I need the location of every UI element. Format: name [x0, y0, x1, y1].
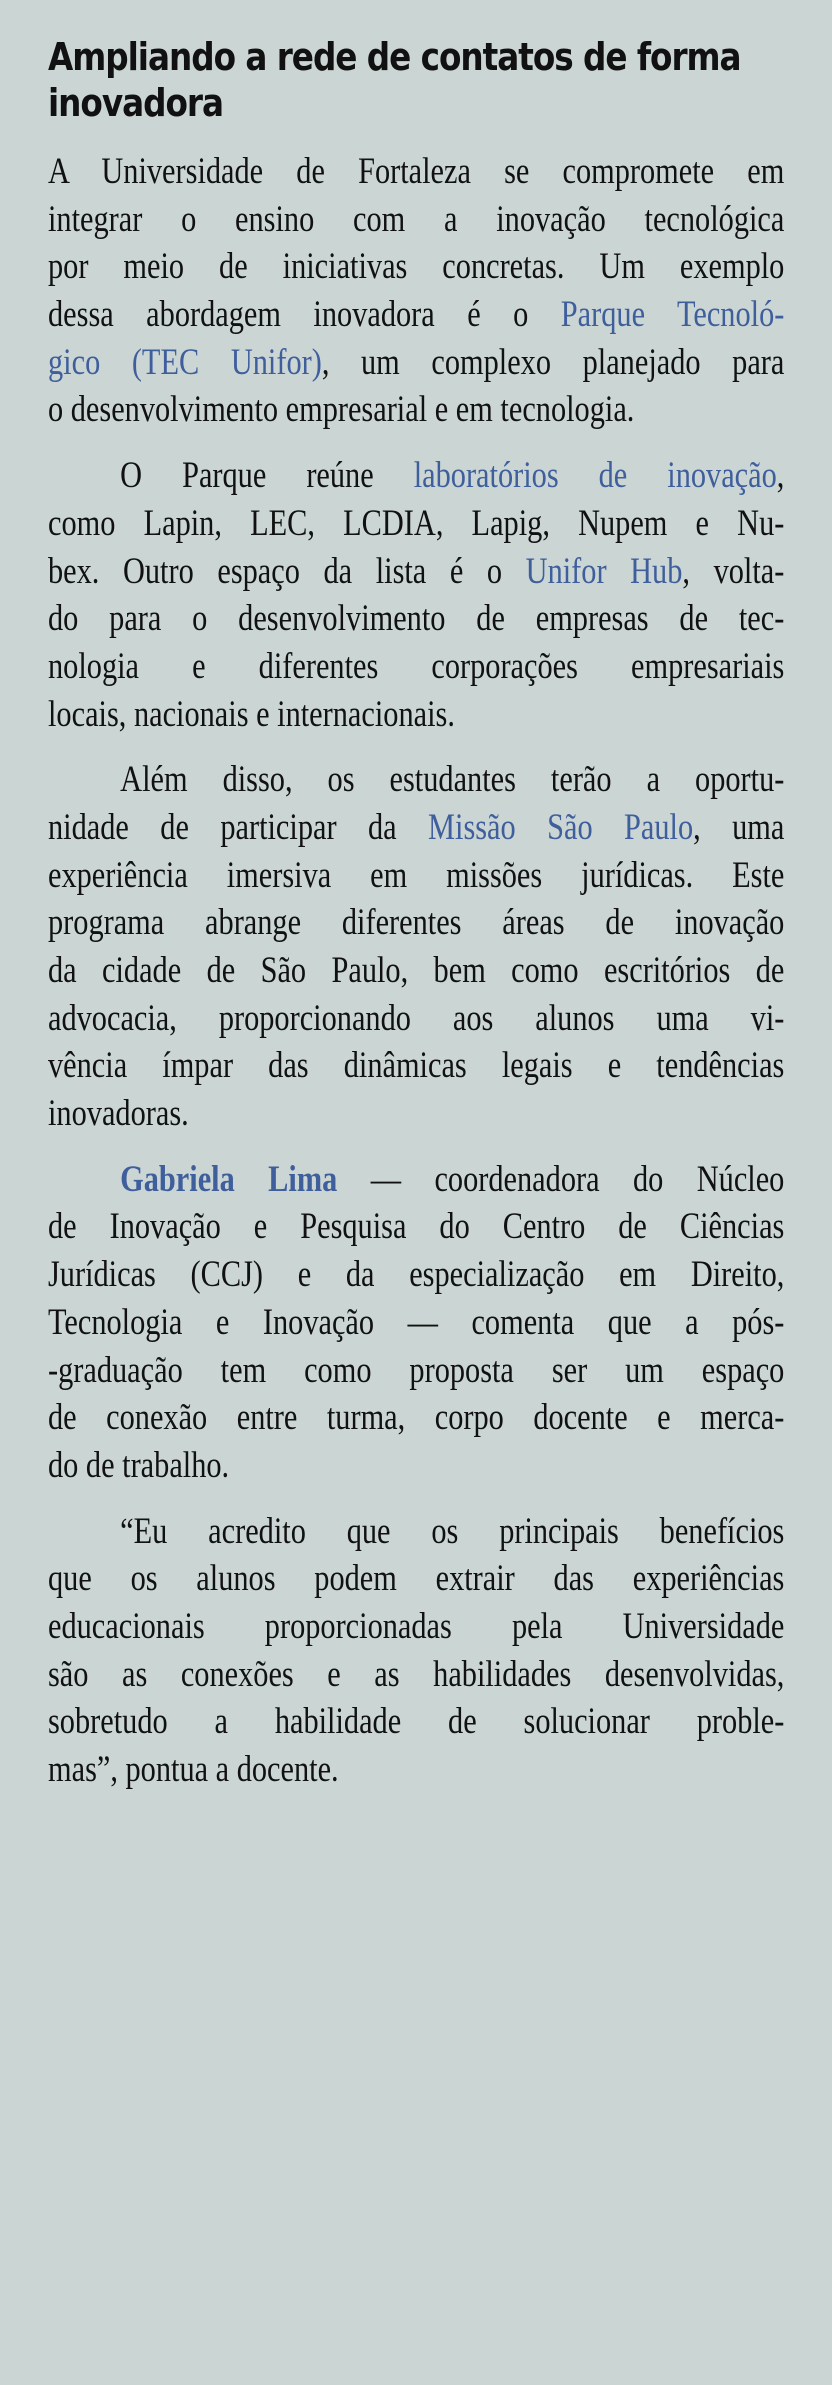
text-line: educacionais proporcionadas pela Universidade	[48, 1605, 785, 1647]
text-line: Tecnologia e Inovação — comenta que a pós-	[48, 1301, 785, 1343]
text-line: gico (TEC Unifor), um complexo planejado para	[48, 341, 785, 383]
paragraph-intro	[48, 148, 784, 434]
article-body	[48, 148, 784, 1812]
text-line: bex. Outro espaço da lista é o Unifor Hub, volta-	[48, 550, 785, 592]
text-line: advocacia, proporcionando aos alunos uma vi-	[48, 997, 785, 1039]
text-line: “Eu acredito que os principais benefícios	[120, 1510, 785, 1552]
text-line: inovadoras.	[48, 1093, 189, 1135]
text-line: experiência imersiva em missões jurídicas. Este	[48, 854, 785, 896]
paragraph-missao	[48, 756, 784, 1138]
person-name-highlight: Gabriela Lima	[120, 1158, 338, 1200]
text-line: vência ímpar das dinâmicas legais e tendências	[48, 1045, 785, 1087]
text-line: como Lapin, LEC, LCDIA, Lapig, Nupem e Nu-	[48, 502, 785, 544]
link-parque-tecnologico[interactable]: Parque Tecnoló-	[560, 294, 785, 336]
text-line: O Parque reúne laboratórios de inovação,	[120, 455, 785, 497]
text-line: o desenvolvimento empresarial e em tecnologia.	[48, 389, 635, 431]
text-line: locais, nacionais e internacionais.	[48, 693, 455, 735]
text-line: dessa abordagem inovadora é o Parque Tecnoló-	[48, 294, 785, 336]
text-line: programa abrange diferentes áreas de inovação	[48, 902, 785, 944]
text-line: que os alunos podem extrair das experiências	[48, 1558, 785, 1600]
text-line: mas”, pontua a docente.	[48, 1749, 339, 1790]
article-title-line: inovadora	[48, 81, 224, 125]
text-line: do de trabalho.	[48, 1444, 230, 1486]
text-line: são as conexões e as habilidades desenvolvidas,	[48, 1653, 785, 1695]
text-line: A Universidade de Fortaleza se compromete em	[48, 151, 785, 192]
article-title-line: Ampliando a rede de contatos de forma	[48, 35, 741, 79]
text-line: Gabriela Lima — coordenadora do Núcleo	[120, 1158, 785, 1200]
text-line: da cidade de São Paulo, bem como escritórios de	[48, 950, 785, 991]
paragraph-quote	[48, 1508, 784, 1794]
text-line: nidade de participar da Missão São Paulo, uma	[48, 806, 785, 848]
link-laboratorios-inovacao[interactable]: laboratórios de inovação	[413, 455, 777, 497]
text-line: Jurídicas (CCJ) e da especialização em Direito,	[48, 1254, 785, 1296]
text-line: sobretudo a habilidade de solucionar proble-	[48, 1701, 785, 1743]
text-line: de conexão entre turma, corpo docente e merca-	[48, 1397, 785, 1439]
text-line: por meio de iniciativas concretas. Um exemplo	[48, 246, 785, 288]
link-missao-sao-paulo[interactable]: Missão São Paulo	[428, 806, 694, 848]
paragraph-parque	[48, 452, 784, 738]
link-parque-tecnologico-cont[interactable]: gico (TEC Unifor)	[48, 341, 322, 383]
text-line: -graduação tem como proposta ser um espaço	[48, 1349, 785, 1391]
text-line: integrar o ensino com a inovação tecnológica	[48, 198, 785, 240]
link-unifor-hub[interactable]: Unifor Hub	[525, 550, 683, 592]
text-line: nologia e diferentes corporações empresariais	[48, 645, 785, 687]
text-line: de Inovação e Pesquisa do Centro de Ciências	[48, 1206, 785, 1248]
text-line: Além disso, os estudantes terão a oportu-	[120, 759, 785, 801]
text-line: do para o desenvolvimento de empresas de tec-	[48, 598, 785, 640]
article-title	[48, 34, 822, 126]
paragraph-gabriela	[48, 1156, 784, 1490]
